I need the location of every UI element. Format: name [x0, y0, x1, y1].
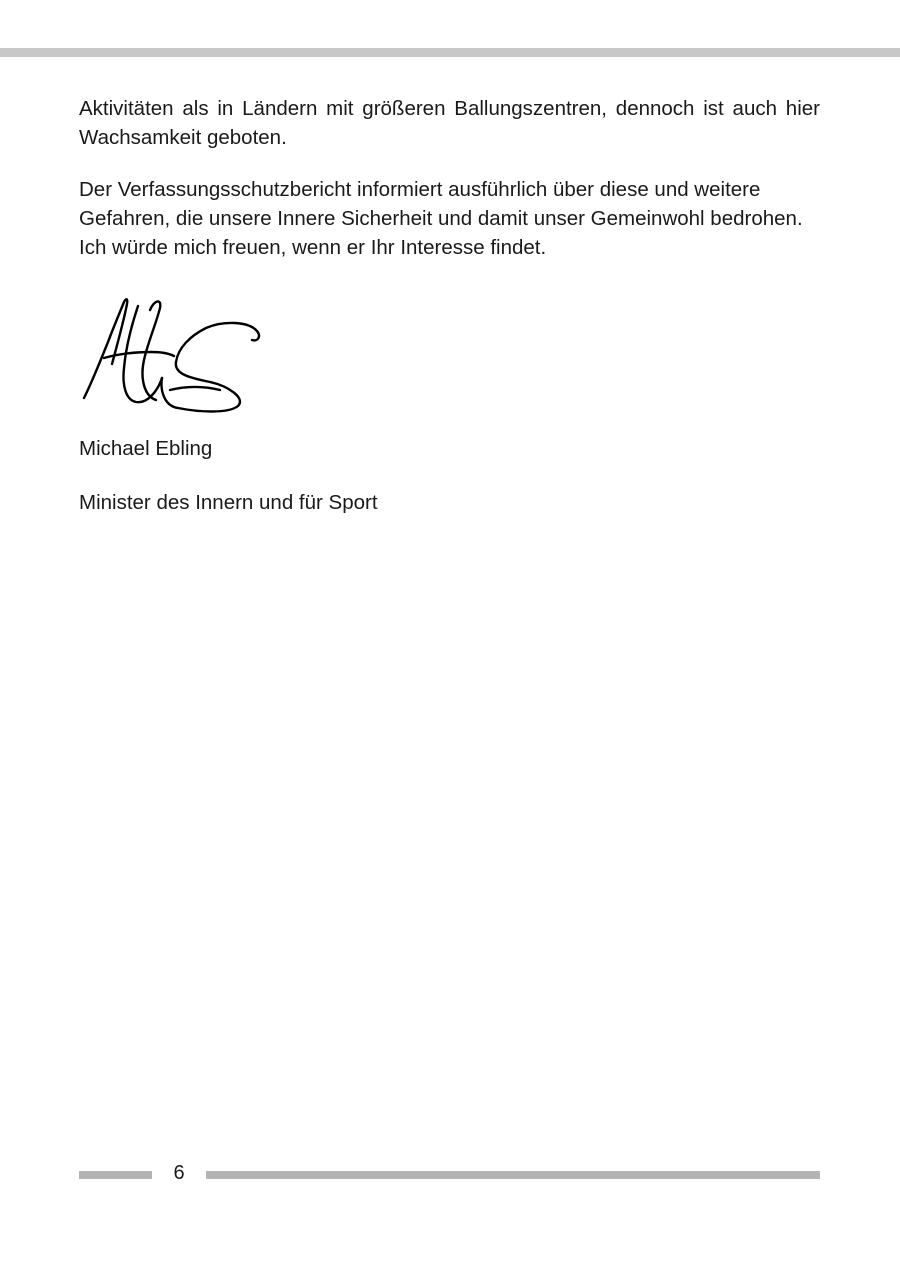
paragraph-1: Aktivitäten als in Ländern mit größeren Ballungszentren, dennoch ist auch hier Wachsamkeit geboten. — [79, 97, 820, 149]
letter-body — [79, 94, 820, 517]
header-rule — [0, 48, 900, 57]
page-number: 6 — [173, 1162, 185, 1184]
footer-rule-left — [79, 1171, 152, 1179]
signatory-role: Minister des Innern und für Sport — [79, 491, 378, 514]
signatory-name: Michael Ebling — [79, 437, 213, 460]
footer-rule-right — [206, 1171, 820, 1179]
paragraph-2: Der Verfassungsschutzbericht informiert ausführlich über diese und weitere Gefahren, die unsere Innere Sicherheit und damit unser Gemeinwohl bedrohen. Ich würde mich freuen, wenn er Ihr Interesse findet. — [79, 178, 803, 259]
handwritten-signature — [78, 290, 268, 422]
